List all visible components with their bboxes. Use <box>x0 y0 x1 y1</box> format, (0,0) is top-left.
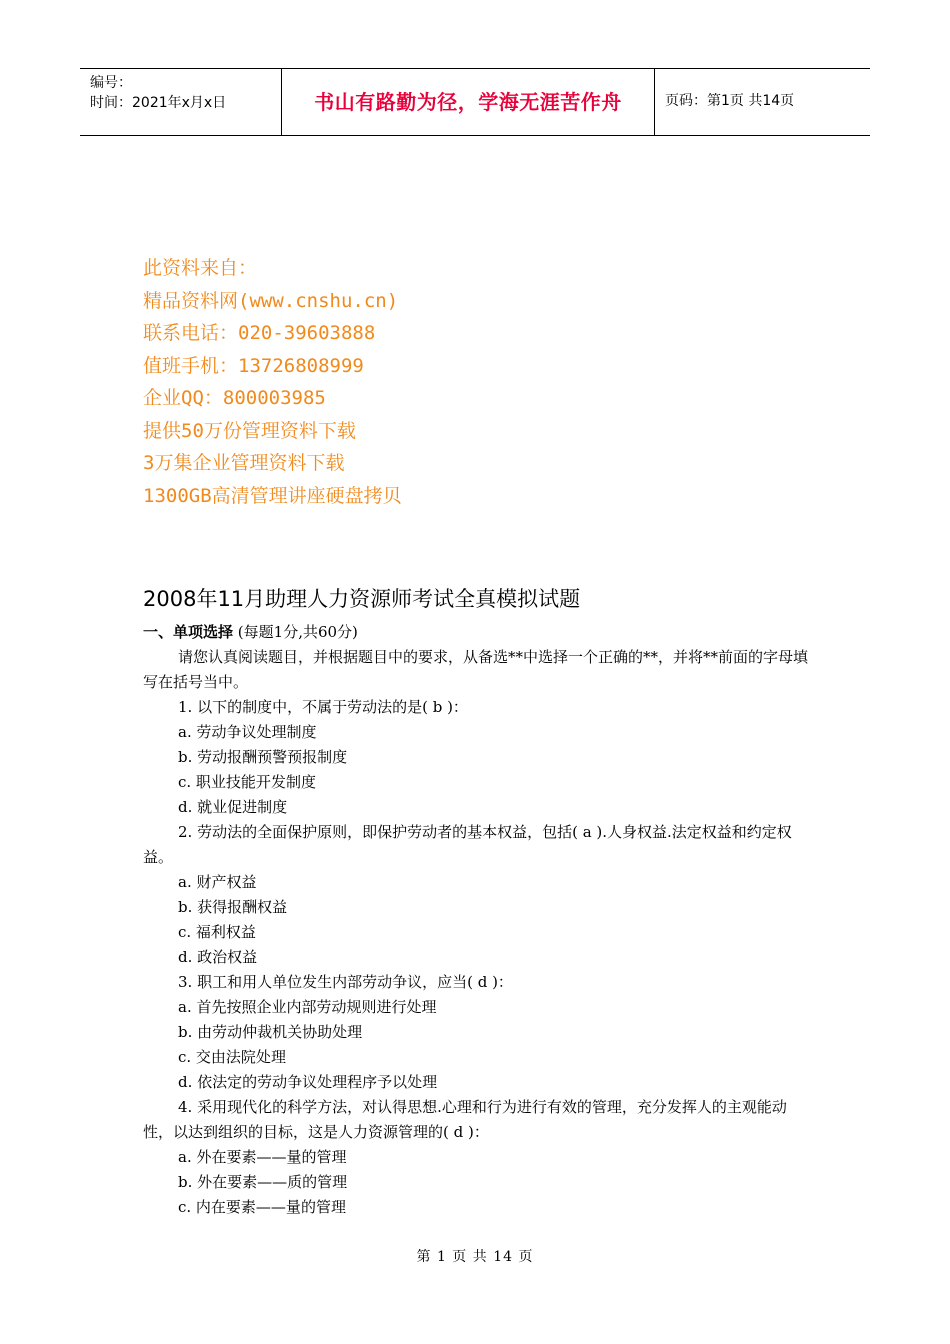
question-option: a. 劳动争议处理制度 <box>178 723 317 741</box>
question-option: c. 职业技能开发制度 <box>178 773 316 791</box>
promo-line: 1300GB高清管理讲座硬盘拷贝 <box>143 484 402 507</box>
question-stem: 1. 以下的制度中，不属于劳动法的是( b )： <box>178 698 468 716</box>
promo-line: 值班手机：13726808999 <box>143 354 364 377</box>
promo-block <box>143 252 402 512</box>
question-option: b. 获得报酬权益 <box>178 898 288 916</box>
section-note: (每题1分,共60分) <box>237 623 358 641</box>
document-body <box>143 620 813 1220</box>
header-page-cell <box>655 69 870 135</box>
promo-line: 3万集企业管理资料下载 <box>143 452 345 474</box>
promo-line: 企业QQ：800003985 <box>143 387 326 409</box>
question-option: c. 交由法院处理 <box>178 1048 286 1066</box>
question-stem: 4. 采用现代化的科学方法，对认得思想.心理和行为进行有效的管理，充分发挥人的主观能动性，以达到组织的目标，这是人力资源管理的( d )： <box>143 1098 787 1141</box>
question-option: c. 福利权益 <box>178 923 256 941</box>
page-footer: 第 1 页 共 14 页 <box>416 1249 534 1265</box>
section-instruction: 请您认真阅读题目，并根据题目中的要求，从备选**中选择一个正确的**，并将**前面的字母填写在括号当中。 <box>143 648 809 691</box>
header-meta-cell <box>80 69 282 135</box>
promo-line: 精品资料网(www.cnshu.cn) <box>143 289 399 312</box>
question-option: c. 内在要素——量的管理 <box>178 1198 346 1216</box>
page-header <box>80 68 870 136</box>
section-heading-line <box>143 620 813 645</box>
question-option: d. 就业促进制度 <box>178 798 288 816</box>
document-number-label: 编号： <box>90 75 132 91</box>
document-date-label: 时间：2021年x月x日 <box>90 95 227 111</box>
question-option: b. 外在要素——质的管理 <box>178 1173 348 1191</box>
question-option: b. 由劳动仲裁机关协助处理 <box>178 1023 363 1041</box>
promo-line: 此资料来自： <box>143 257 258 279</box>
question-stem: 3. 职工和用人单位发生内部劳动争议，应当( d )： <box>178 973 513 991</box>
question-option: a. 财产权益 <box>178 873 257 891</box>
promo-line: 联系电话：020-39603888 <box>143 322 376 344</box>
promo-line: 提供50万份管理资料下载 <box>143 419 356 442</box>
header-motto: 书山有路勤为径，学海无涯苦作舟 <box>314 89 622 114</box>
question-option: b. 劳动报酬预警预报制度 <box>178 748 348 766</box>
question-option: a. 外在要素——量的管理 <box>178 1148 347 1166</box>
question-option: d. 依法定的劳动争议处理程序予以处理 <box>178 1073 438 1091</box>
header-page-info: 页码：第1页 共14页 <box>665 93 795 109</box>
header-motto-cell <box>282 69 655 135</box>
question-option: a. 首先按照企业内部劳动规则进行处理 <box>178 998 437 1016</box>
question-option: d. 政治权益 <box>178 948 258 966</box>
section-heading: 一、单项选择 <box>143 623 234 641</box>
question-stem: 2. 劳动法的全面保护原则，即保护劳动者的基本权益，包括( a ).人身权益.法定权益和约定权益。 <box>143 823 792 866</box>
document-title: 2008年11月助理人力资源师考试全真模拟试题 <box>143 587 581 611</box>
